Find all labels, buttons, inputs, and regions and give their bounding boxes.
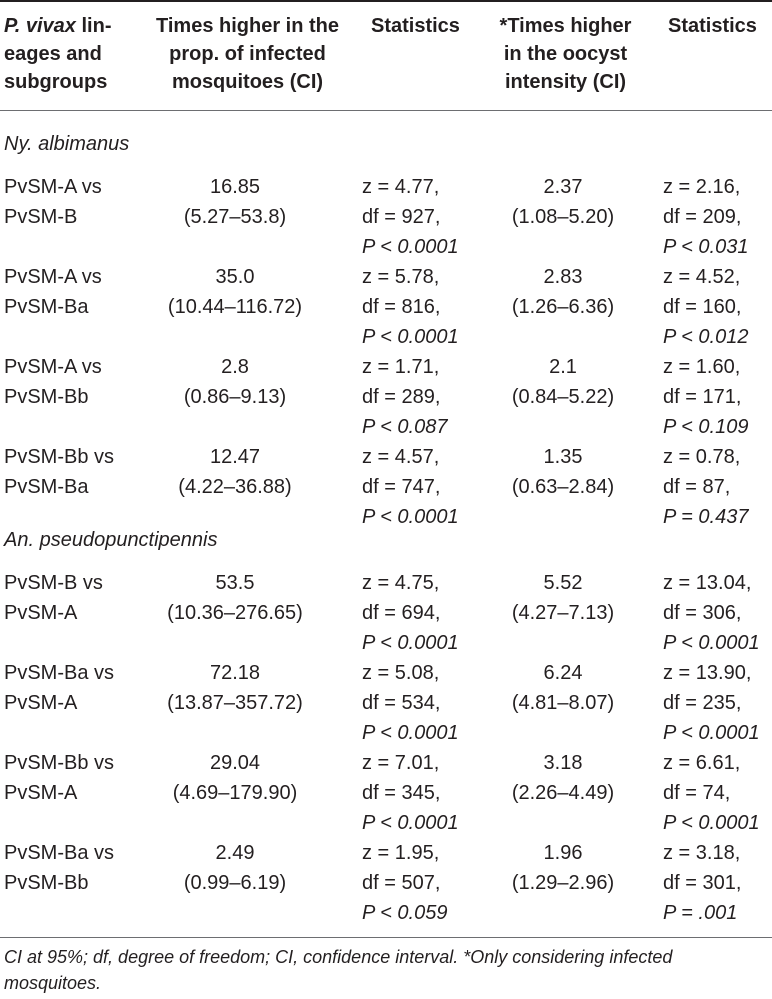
statistics-cell: z = 13.04, df = 306, P < 0.0001 (663, 572, 760, 654)
header-statistics-2: Statistics (668, 15, 757, 37)
prop-infected-cell: 29.04 (4.69–179.90) (172, 752, 298, 804)
oocyst-intensity-cell: 1.96 (1.29–2.96) (511, 842, 615, 894)
prop-infected-cell: 2.8 (0.86–9.13) (183, 356, 287, 408)
statistics-cell: z = 4.77, df = 927, P < 0.0001 (362, 176, 459, 258)
statistics-cell: z = 13.90, df = 235, P < 0.0001 (663, 662, 760, 744)
comparison-cell: PvSM-Bb vs PvSM-A (4, 752, 115, 804)
prop-infected-cell: 16.85 (5.27–53.8) (183, 176, 287, 228)
statistics-cell: z = 4.57, df = 747, P < 0.0001 (362, 446, 459, 528)
statistics-cell: z = 2.16, df = 209, P < 0.031 (663, 176, 749, 258)
section-heading: Ny. albimanus (4, 133, 130, 155)
prop-infected-cell: 2.49 (0.99–6.19) (183, 842, 287, 894)
statistics-cell: z = 5.78, df = 816, P < 0.0001 (362, 266, 459, 348)
comparison-cell: PvSM-A vs PvSM-Ba (4, 266, 102, 318)
table-row (0, 568, 772, 658)
statistics-cell: z = 1.95, df = 507, P < 0.059 (362, 842, 448, 924)
header-times-prop: Times higher in the prop. of infected mosquitoes (CI) (156, 15, 339, 93)
comparison-cell: PvSM-Ba vs PvSM-Bb (4, 842, 115, 894)
header-statistics-1: Statistics (371, 15, 460, 37)
oocyst-intensity-cell: 1.35 (0.63–2.84) (511, 446, 615, 498)
table-row (0, 838, 772, 928)
top-rule (0, 0, 772, 2)
oocyst-intensity-cell: 2.1 (0.84–5.22) (511, 356, 615, 408)
comparison-cell: PvSM-B vs PvSM-A (4, 572, 103, 624)
statistics-cell: z = 1.71, df = 289, P < 0.087 (362, 356, 448, 438)
oocyst-intensity-cell: 2.83 (1.26–6.36) (511, 266, 615, 318)
statistics-cell: z = 4.75, df = 694, P < 0.0001 (362, 572, 459, 654)
prop-infected-cell: 53.5 (10.36–276.65) (167, 572, 303, 624)
statistics-cell: z = 1.60, df = 171, P < 0.109 (663, 356, 749, 438)
comparison-cell: PvSM-Ba vs PvSM-A (4, 662, 115, 714)
oocyst-intensity-cell: 3.18 (2.26–4.49) (511, 752, 615, 804)
prop-infected-cell: 12.47 (4.22–36.88) (178, 446, 292, 498)
table-row (0, 262, 772, 352)
header-times-oocyst: *Times higher in the oocyst intensity (CI) (499, 15, 632, 93)
oocyst-intensity-cell: 2.37 (1.08–5.20) (511, 176, 615, 228)
table-row (0, 172, 772, 262)
section-heading: An. pseudopunctipennis (4, 529, 218, 551)
prop-infected-cell: 35.0 (10.44–116.72) (167, 266, 303, 318)
header-lineages: P. vivax lin- eages and subgroups (4, 15, 112, 93)
oocyst-intensity-cell: 6.24 (4.81–8.07) (511, 662, 615, 714)
table-row (0, 352, 772, 442)
statistics-cell: z = 6.61, df = 74, P < 0.0001 (663, 752, 760, 834)
table-row (0, 658, 772, 748)
oocyst-intensity-cell: 5.52 (4.27–7.13) (511, 572, 615, 624)
table-row (0, 442, 772, 532)
statistics-cell: z = 3.18, df = 301, P = .001 (663, 842, 742, 924)
comparison-cell: PvSM-A vs PvSM-Bb (4, 356, 102, 408)
header-rule (0, 110, 772, 111)
comparison-cell: PvSM-Bb vs PvSM-Ba (4, 446, 115, 498)
statistics-cell: z = 4.52, df = 160, P < 0.012 (663, 266, 749, 348)
bottom-rule (0, 937, 772, 938)
statistics-cell: z = 7.01, df = 345, P < 0.0001 (362, 752, 459, 834)
comparison-cell: PvSM-A vs PvSM-B (4, 176, 102, 228)
statistics-cell: z = 0.78, df = 87, P = 0.437 (663, 446, 749, 528)
table-row (0, 748, 772, 838)
table-footnote: CI at 95%; df, degree of freedom; CI, confidence interval. *Only considering infected mosquitoes. (4, 947, 673, 993)
prop-infected-cell: 72.18 (13.87–357.72) (167, 662, 303, 714)
statistics-cell: z = 5.08, df = 534, P < 0.0001 (362, 662, 459, 744)
